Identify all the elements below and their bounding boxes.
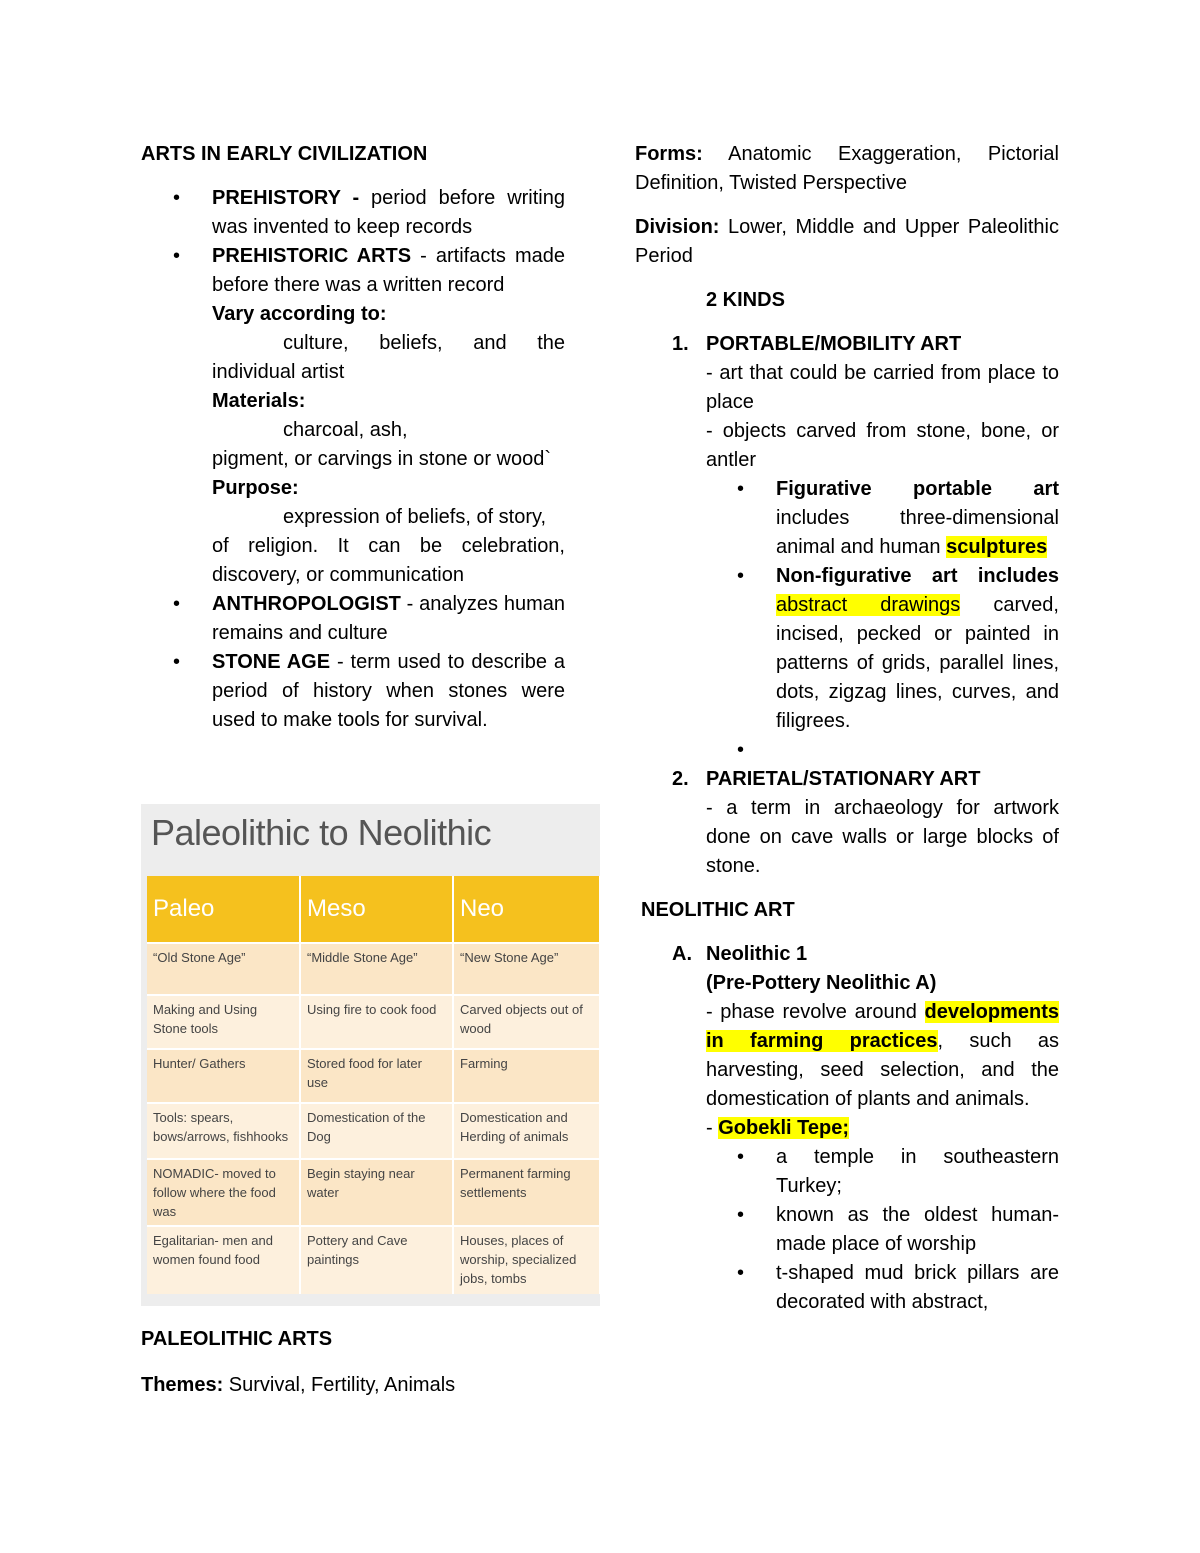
cell: Carved objects out of wood [453, 995, 600, 1049]
gobekli-item: • t-shaped mud brick pillars are decorated with abstract, [776, 1262, 1059, 1313]
cell: Tools: spears, bows/arrows, fishhooks [147, 1103, 300, 1159]
cell: Begin staying near water [300, 1159, 453, 1226]
materials-text: charcoal, ash, [283, 419, 408, 441]
list-item [141, 648, 565, 735]
kind-desc: - a term in archaeology for artwork done on cave walls or large blocks of stone. [706, 797, 1059, 877]
def-prehistoric-arts: - artifacts made before there was a written record [212, 245, 565, 296]
purpose-text-2: of religion. It can be celebration, discovery, or communication [212, 535, 565, 586]
term-stone-age: STONE AGE [212, 651, 331, 673]
def-prehistory: period before writing was invented to keep records [212, 187, 565, 238]
section-subtitle: (Pre-Pottery Neolithic A) [706, 972, 937, 994]
section-title: Neolithic 1 [706, 943, 808, 965]
table-row [147, 1226, 600, 1294]
table-row [147, 943, 600, 995]
neolithic-heading: NEOLITHIC ART [641, 899, 795, 921]
table-row [147, 1049, 600, 1103]
portable-art-list [635, 475, 1059, 765]
kind-number: 1. [672, 333, 689, 355]
def-non-figurative: carved, incised, pecked or painted in patterns of grids, parallel lines, dots, zigzag lines, curves, and filigrees. [776, 594, 1059, 732]
term-prehistoric-arts: PREHISTORIC ARTS [212, 245, 412, 267]
division-label: Division: [635, 216, 720, 238]
vary-text: culture, beliefs, and the [283, 332, 565, 354]
materials-label: Materials: [212, 390, 306, 412]
kind-title: PARIETAL/STATIONARY ART [706, 768, 981, 790]
def-anthropologist: - analyzes human remains and culture [212, 593, 565, 644]
kind-number: 2. [672, 768, 689, 790]
right-column [635, 140, 1059, 1317]
definitions-list [141, 184, 565, 735]
comparison-table [147, 876, 601, 1294]
forms-label: Forms: [635, 143, 703, 165]
table-title: Paleolithic to Neolithic [151, 812, 492, 853]
purpose-label: Purpose: [212, 477, 299, 499]
phase-text: - phase revolve around [706, 1001, 925, 1023]
highlight-abstract-drawings: abstract drawings [776, 594, 961, 616]
cell: Domestication and Herding of animals [453, 1103, 600, 1159]
cell: NOMADIC- moved to follow where the food was [147, 1159, 300, 1226]
gobekli-item: • known as the oldest human-made place of worship [776, 1204, 1059, 1255]
empty-list-item [635, 736, 1059, 765]
list-item [635, 562, 1059, 736]
kind-parietal [635, 765, 1059, 881]
def-figurative: includes three-dimensional animal and human [776, 507, 1059, 558]
cell: Egalitarian- men and women found food [147, 1226, 300, 1294]
list-item [635, 475, 1059, 562]
list-item [635, 1259, 1059, 1317]
list-item [635, 1201, 1059, 1259]
kinds-heading: 2 KINDS [706, 289, 785, 311]
header-neo: Neo [453, 876, 600, 943]
list-item [141, 590, 565, 648]
gobekli-dash: - [706, 1117, 719, 1139]
gobekli-item: • a temple in southeastern Turkey; [776, 1146, 1059, 1197]
highlight-sculptures: sculptures [946, 536, 1048, 558]
left-column [141, 140, 565, 735]
cell: Using fire to cook food [300, 995, 453, 1049]
header-paleo: Paleo [147, 876, 300, 943]
kind-desc: - art that could be carried from place to place [706, 362, 1059, 413]
paleolithic-arts-section [141, 1325, 565, 1400]
kind-desc: - objects carved from stone, bone, or antler [706, 420, 1059, 471]
division-text: Lower, Middle and Upper Paleolithic Period [635, 216, 1059, 267]
cell: “Old Stone Age” [147, 943, 300, 995]
term-anthropologist: ANTHROPOLOGIST [212, 593, 401, 615]
highlight-farming: developments in farming practices [706, 1001, 1059, 1052]
highlight-gobekli-tepe: Gobekli Tepe; [718, 1117, 849, 1139]
paleolithic-neolithic-table-image [141, 804, 600, 1306]
vary-text-2: individual artist [212, 361, 345, 383]
term-figurative: Figurative portable art [776, 478, 1059, 500]
themes-text: Survival, Fertility, Animals [223, 1374, 456, 1396]
themes-label: Themes: [141, 1374, 224, 1396]
cell: Domestication of the Dog [300, 1103, 453, 1159]
vary-label: Vary according to: [212, 303, 387, 325]
header-meso: Meso [300, 876, 453, 943]
list-item [635, 1143, 1059, 1201]
cell: Hunter/ Gathers [147, 1049, 300, 1103]
term-non-figurative: Non-figurative art includes [776, 565, 1059, 587]
term-prehistory: PREHISTORY - [212, 187, 360, 209]
cell: “New Stone Age” [453, 943, 600, 995]
kind-portable [635, 330, 1059, 475]
gobekli-list [635, 1143, 1059, 1317]
table-row [147, 995, 600, 1049]
cell: Farming [453, 1049, 600, 1103]
table-row [147, 1159, 600, 1226]
table-row [147, 1103, 600, 1159]
neolithic-a [635, 940, 1059, 1143]
purpose-text: expression of beliefs, of story, [283, 506, 547, 528]
forms-text: Anatomic Exaggeration, Pictorial Definition, Twisted Perspective [635, 143, 1059, 194]
cell: “Middle Stone Age” [300, 943, 453, 995]
section-letter: A. [672, 943, 692, 965]
materials-text-2: pigment, or carvings in stone or wood` [212, 448, 552, 470]
list-item [141, 242, 565, 590]
cell: Permanent farming settlements [453, 1159, 600, 1226]
kind-title: PORTABLE/MOBILITY ART [706, 333, 962, 355]
cell: Making and Using Stone tools [147, 995, 300, 1049]
main-heading: ARTS IN EARLY CIVILIZATION [141, 143, 428, 165]
cell: Houses, places of worship, specialized jobs, tombs [453, 1226, 600, 1294]
list-item [141, 184, 565, 242]
paleolithic-heading: PALEOLITHIC ARTS [141, 1328, 333, 1350]
cell: Pottery and Cave paintings [300, 1226, 453, 1294]
phase-text-post: , such as harvesting, seed selection, and the domestication of plants and animals. [706, 1030, 1059, 1110]
cell: Stored food for later use [300, 1049, 453, 1103]
def-stone-age: - term used to describe a period of history when stones were used to make tools for survival. [212, 651, 565, 731]
